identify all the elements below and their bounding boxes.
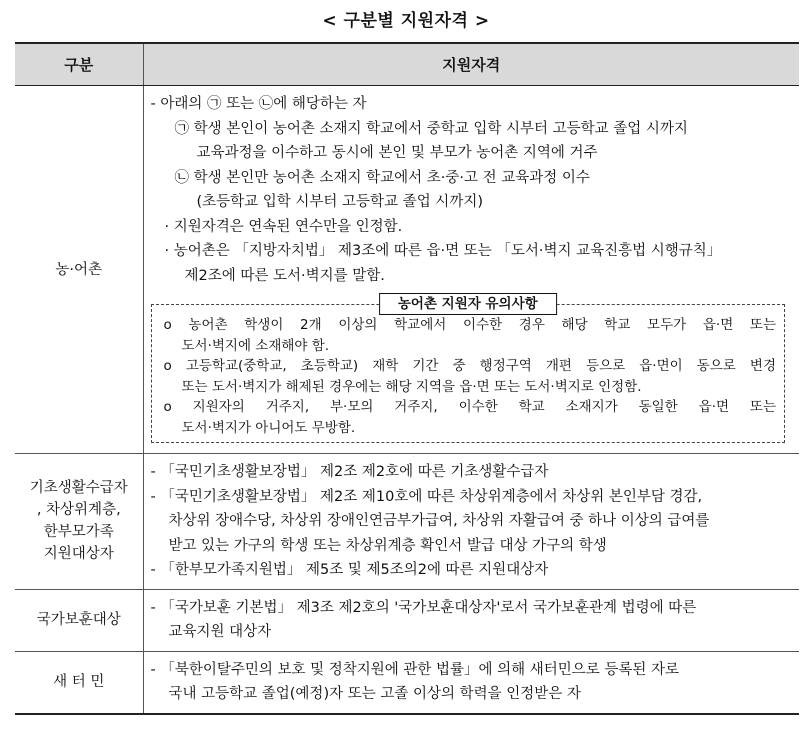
defectors-line: 국내 고등학교 졸업(예정)자 또는 고졸 이상의 학력을 인정받은 자 bbox=[168, 686, 581, 702]
eligibility-veterans bbox=[143, 589, 799, 651]
low-income-line: - 「한부모가족지원법」 제5조 및 제5조의2에 따른 지원대상자 bbox=[150, 562, 549, 578]
table-row bbox=[15, 86, 799, 454]
notice-line: o 농어촌 학생이 2개 이상의 학교에서 이수한 경우 해당 학교 모두가 읍·면 또는 bbox=[163, 317, 776, 333]
header-category: 구분 bbox=[15, 43, 143, 86]
rural-line: (초등학교 입학 시부터 고등학교 졸업 시까지) bbox=[196, 194, 483, 210]
low-income-line: - 「국민기초생활보장법」 제2조 제10호에 따른 차상위계층에서 차상위 본인부담 경감, bbox=[150, 488, 703, 505]
notice-line: 도서·벽지가 아니어도 무방함. bbox=[181, 419, 356, 436]
table-header-row bbox=[15, 43, 799, 86]
notice-line: o 고등학교(중학교, 초등학교) 재학 기간 중 행정구역 개편 등으로 읍·면이 동으로 변경 bbox=[163, 358, 776, 374]
notice-title: 농어촌 지원자 유의사항 bbox=[379, 293, 557, 315]
category-line: 기초생활수급자 bbox=[29, 480, 128, 497]
table-row bbox=[15, 651, 799, 714]
rural-line: - 아래의 ㉠ 또는 ㉡에 해당하는 자 bbox=[150, 96, 367, 112]
page-title: < 구분별 지원자격 > bbox=[322, 11, 490, 31]
header-eligibility: 지원자격 bbox=[143, 43, 799, 86]
rural-notice-box bbox=[151, 296, 786, 443]
category-low-income bbox=[15, 454, 143, 590]
table-row bbox=[15, 589, 799, 651]
eligibility-rural bbox=[143, 86, 799, 454]
rural-line: 교육과정을 이수하고 동시에 본인 및 부모가 농어촌 지역에 거주 bbox=[196, 145, 598, 161]
category-line: 한부모가족 bbox=[43, 524, 114, 541]
rural-line: ㉡ 학생 본인만 농어촌 소재지 학교에서 초·중·고 전 교육과정 이수 bbox=[174, 169, 590, 186]
rural-line: ㉠ 학생 본인이 농어촌 소재지 학교에서 중학교 입학 시부터 고등학교 졸업 시까지 bbox=[174, 120, 688, 137]
eligibility-low-income bbox=[143, 454, 799, 590]
category-rural: 농·어촌 bbox=[15, 86, 143, 454]
rural-line: 제2조에 따른 도서·벽지를 말함. bbox=[184, 267, 385, 284]
eligibility-defectors bbox=[143, 651, 799, 714]
table-row bbox=[15, 454, 799, 590]
defectors-line: - 「북한이탈주민의 보호 및 정착지원에 관한 법률」에 의해 새터민으로 등록된 자로 bbox=[150, 661, 680, 678]
low-income-line: 받고 있는 가구의 학생 또는 차상위계층 확인서 발급 대상 가구의 학생 bbox=[168, 537, 607, 554]
veterans-line: - 「국가보훈 기본법」 제3조 제2호의 '국가보훈대상자'로서 국가보훈관계 법령에 따른 bbox=[150, 599, 697, 616]
rural-line: · 농어촌은 「지방자치법」 제3조에 따른 읍·면 또는 「도서·벽지 교육진흥법 시행규칙」 bbox=[164, 243, 722, 259]
category-line: , 차상위계층, bbox=[36, 502, 121, 519]
category-veterans: 국가보훈대상 bbox=[15, 589, 143, 651]
category-defectors: 새 터 민 bbox=[15, 651, 143, 714]
low-income-line: 차상위 장애수당, 차상위 장애인연금부가급여, 차상위 자활급여 중 하나 이상의 급여를 bbox=[168, 513, 710, 529]
notice-line: 또는 도서·벽지가 해제된 경우에는 해당 지역을 읍·면 또는 도서·벽지로 인정함. bbox=[181, 378, 642, 395]
low-income-line: - 「국민기초생활보장법」 제2조 제2호에 따른 기초생활수급자 bbox=[150, 464, 549, 480]
rural-line: · 지원자격은 연속된 연수만을 인정함. bbox=[164, 218, 403, 235]
notice-line: o 지원자의 거주지, 부·모의 거주지, 이수한 학교 소재지가 동일한 읍·면 또는 bbox=[163, 399, 776, 415]
veterans-line: 교육지원 대상자 bbox=[168, 624, 272, 640]
category-line: 지원대상자 bbox=[43, 546, 114, 563]
eligibility-table bbox=[15, 42, 799, 715]
notice-line: 도서·벽지에 소재해야 함. bbox=[181, 337, 330, 354]
